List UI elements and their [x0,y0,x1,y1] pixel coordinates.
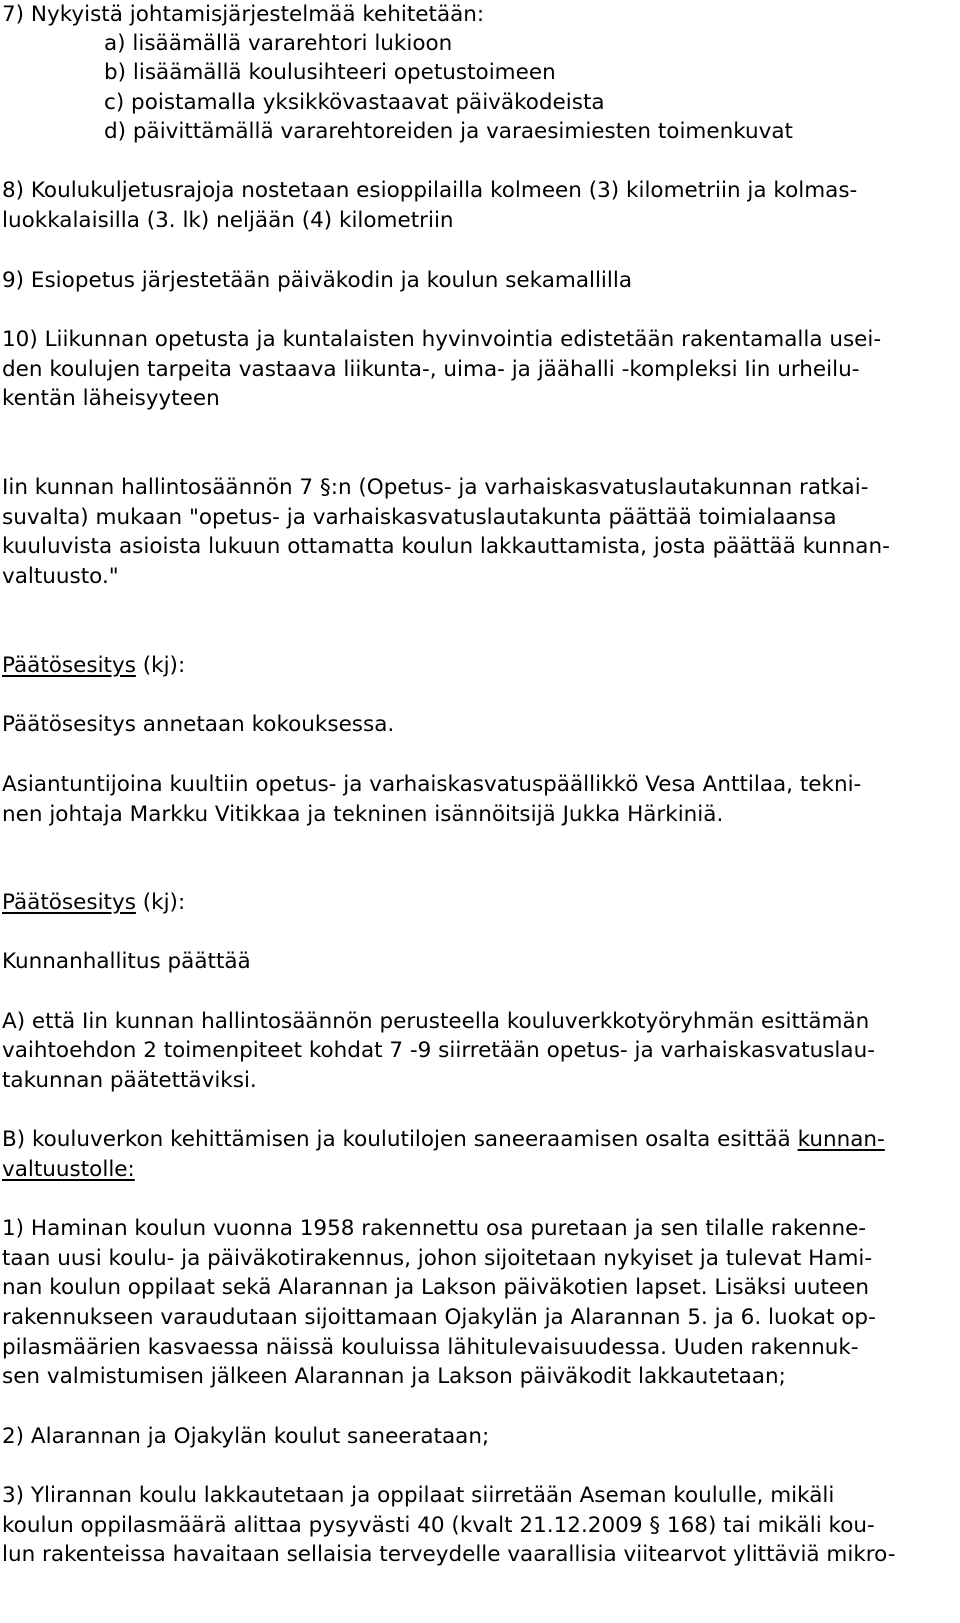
proposal-heading-1-suffix: (kj): [135,653,186,678]
regulation-line-1: Iin kunnan hallintosäännön 7 §:n (Opetus- ja varhaiskasvatuslautakunnan ratkai- [2,475,869,500]
point-1-line-2: taan uusi koulu- ja päiväkotirakennus, johon sijoitetaan nykyiset ja tulevat Hami- [2,1246,873,1271]
regulation-line-3: kuuluvista asioista lukuun ottamatta koulun lakkauttamista, josta päättää kunnan- [2,534,890,559]
proposal-text-1: Päätösesitys annetaan kokouksessa. [2,712,395,737]
item-9: 9) Esiopetus järjestetään päiväkodin ja koulun sekamallilla [2,268,633,293]
council-link-part-2[interactable]: valtuustolle: [2,1157,135,1182]
point-3-line-2: koulun oppilasmäärä alittaa pysyvästi 40 (kvalt 21.12.2009 § 168) tai mikäli kou- [2,1513,875,1538]
item-10-line-2: den koulujen tarpeita vastaava liikunta-, uima- ja jäähalli -kompleksi Iin urheilu- [2,357,860,382]
item-7d: d) päivittämällä vararehtoreiden ja varaesimiesten toimenkuvat [104,119,793,144]
regulation-line-4: valtuusto." [2,564,119,589]
council-link-part-1[interactable]: kunnan- [797,1127,885,1152]
item-8-line-1: 8) Koulukuljetusrajoja nostetaan esioppilailla kolmeen (3) kilometriin ja kolmas- [2,178,858,203]
decision-a-line-3: takunnan päätettäviksi. [2,1068,257,1093]
proposal-heading-2 [2,888,185,918]
proposal-link-1[interactable]: Päätösesitys [2,653,136,678]
item-10-line-1: 10) Liikunnan opetusta ja kuntalaisten hyvinvointia edistetään rakentamalla usei- [2,327,882,352]
regulation-line-2: suvalta) mukaan "opetus- ja varhaiskasvatuslautakunta päättää toimialaansa [2,505,837,530]
item-7-title: 7) Nykyistä johtamisjärjestelmää kehitetään: [2,2,485,27]
council-decides: Kunnanhallitus päättää [2,949,251,974]
decision-b-line-1 [2,1125,885,1155]
item-7b: b) lisäämällä koulusihteeri opetustoimeen [104,60,556,85]
point-1-line-1: 1) Haminan koulun vuonna 1958 rakennettu osa puretaan ja sen tilalle rakenne- [2,1216,867,1241]
decision-a-line-1: A) että Iin kunnan hallintosäännön perusteella kouluverkkotyöryhmän esittämän [2,1009,870,1034]
decision-b-line-2 [2,1155,135,1185]
item-7c: c) poistamalla yksikkövastaavat päiväkodeista [104,90,605,115]
point-1-line-5: pilasmäärien kasvaessa näissä kouluissa lähitulevaisuudessa. Uuden rakennuk- [2,1335,859,1360]
item-7a: a) lisäämällä vararehtori lukioon [104,31,453,56]
point-1-line-4: rakennukseen varaudutaan sijoittamaan Ojakylän ja Alarannan 5. ja 6. luokat op- [2,1305,876,1330]
proposal-link-2[interactable]: Päätösesitys [2,890,136,915]
point-2: 2) Alarannan ja Ojakylän koulut saneerataan; [2,1424,490,1449]
experts-line-2: nen johtaja Markku Vitikkaa ja tekninen isännöitsijä Jukka Härkiniä. [2,802,724,827]
proposal-heading-2-suffix: (kj): [135,890,186,915]
point-1-line-6: sen valmistumisen jälkeen Alarannan ja Lakson päiväkodit lakkautetaan; [2,1364,786,1389]
point-1-line-3: nan koulun oppilaat sekä Alarannan ja Lakson päiväkotien lapset. Lisäksi uuteen [2,1275,869,1300]
item-10-line-3: kentän läheisyyteen [2,386,220,411]
point-3-line-3: lun rakenteissa havaitaan sellaisia terveydelle vaarallisia viitearvot ylittäviä mikro- [2,1542,896,1567]
proposal-heading-1 [2,651,185,681]
point-3-line-1: 3) Ylirannan koulu lakkautetaan ja oppilaat siirretään Aseman koululle, mikäli [2,1483,835,1508]
decision-a-line-2: vaihtoehdon 2 toimenpiteet kohdat 7 -9 siirretään opetus- ja varhaiskasvatuslau- [2,1038,875,1063]
decision-b-text: B) kouluverkon kehittämisen ja koulutilojen saneeraamisen osalta esittää [2,1127,798,1152]
experts-line-1: Asiantuntijoina kuultiin opetus- ja varhaiskasvatuspäällikkö Vesa Anttilaa, tekni- [2,772,862,797]
item-8-line-2: luokkalaisilla (3. lk) neljään (4) kilometriin [2,208,454,233]
